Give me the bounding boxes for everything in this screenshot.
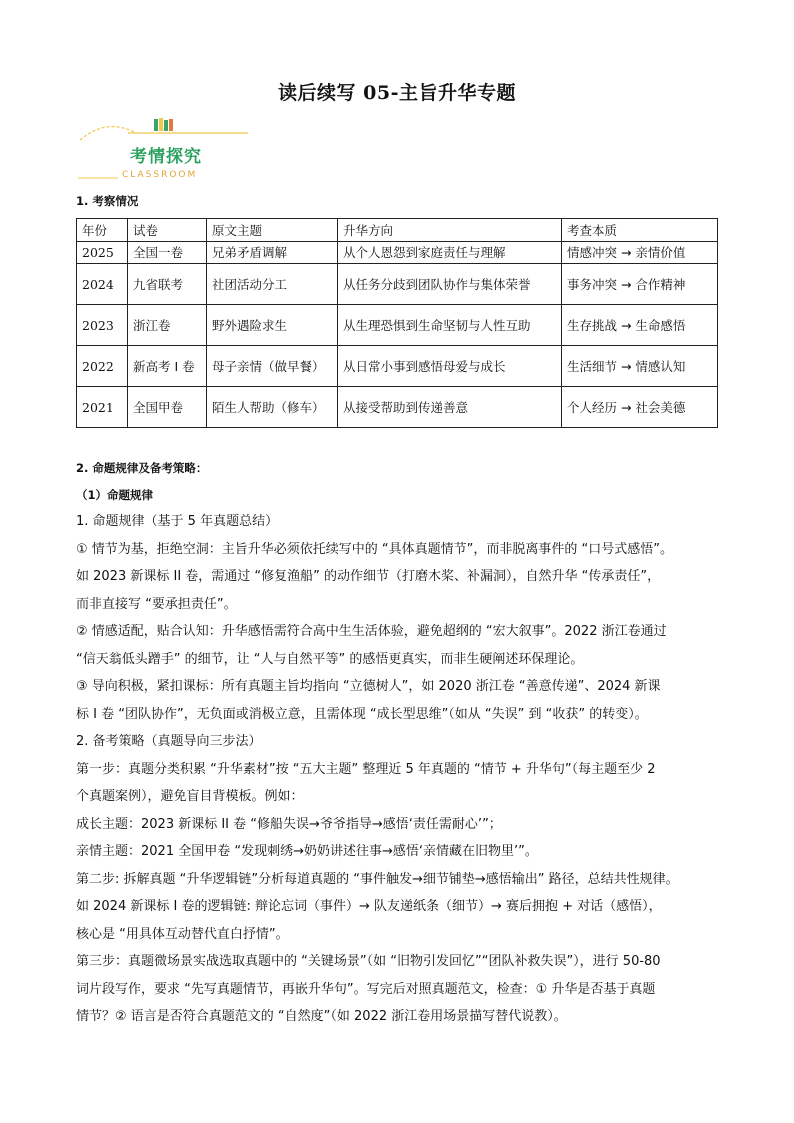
body-line: 亲情主题：2021 全国甲卷 “发现刺绣→奶奶讲述往事→感悟‘亲情藏在旧物里’”。 [76, 844, 538, 859]
cell-year: 2021 [77, 387, 128, 428]
body-line: ② 情感适配，贴合认知：升华感悟需符合高中生生活体验，避免超纲的 “宏大叙事”。2022 浙江卷通过 [76, 624, 667, 639]
cell-direction: 从任务分歧到团队协作与集体荣誉 [338, 264, 562, 305]
section-logo [76, 116, 256, 186]
cell-essence: 生活细节 → 情感认知 [562, 346, 718, 387]
body-line: ① 情节为基，拒绝空洞：主旨升华必须依托续写中的 “具体真题情节”，而非脱离事件的 “口号式感悟”。 [76, 541, 673, 557]
body-line: ③ 导向积极，紧扣课标：所有真题主旨均指向 “立德树人”，如 2020 浙江卷 “善意传递”、2024 新课 [76, 679, 661, 694]
logo-text: 考情探究 [130, 147, 202, 167]
section-heading-1: 1. 考察情况 [76, 194, 139, 208]
table-row [77, 387, 718, 428]
body-line: 2. 备考策略（真题导向三步法） [76, 734, 262, 749]
cell-direction: 从接受帮助到传递善意 [338, 387, 562, 428]
cell-essence: 生存挑战 → 生命感悟 [562, 305, 718, 346]
header-year: 年份 [77, 219, 128, 242]
table-row [77, 242, 718, 264]
cell-essence: 情感冲突 → 亲情价值 [562, 242, 718, 264]
cell-paper: 全国一卷 [128, 242, 207, 264]
cell-direction: 从日常小事到感悟母爱与成长 [338, 346, 562, 387]
table-row [77, 264, 718, 305]
cell-direction: 从个人恩怨到家庭责任与理解 [338, 242, 562, 264]
table-row [77, 305, 718, 346]
table-row [77, 346, 718, 387]
cell-theme: 野外遇险求生 [207, 305, 338, 346]
cell-theme: 社团活动分工 [207, 264, 338, 305]
page-title: 读后续写 05-主旨升华专题 [278, 82, 516, 104]
header-direction: 升华方向 [338, 219, 562, 242]
cell-paper: 全国甲卷 [128, 387, 207, 428]
logo-subtitle: CLASSROOM [122, 170, 198, 180]
body-text [76, 508, 721, 1031]
cell-year: 2022 [77, 346, 128, 387]
cell-essence: 事务冲突 → 合作精神 [562, 264, 718, 305]
header-theme: 原文主题 [207, 219, 338, 242]
body-line: 如 2023 新课标 II 卷，需通过 “修复渔船” 的动作细节（打磨木桨、补漏洞），自然升华 “传承责任”， [76, 569, 661, 584]
body-line: 核心是 “用具体互动替代直白抒情”。 [76, 926, 289, 942]
body-line: 个真题案例），避免盲目背模板。例如： [76, 789, 304, 804]
cell-essence: 个人经历 → 社会美德 [562, 387, 718, 428]
body-line: 第一步：真题分类积累 “升华素材”按 “五大主题” 整理近 5 年真题的 “情节 + 升华句”（每主题至少 2 [76, 761, 656, 777]
cell-paper: 九省联考 [128, 264, 207, 305]
cell-direction: 从生理恐惧到生命坚韧与人性互助 [338, 305, 562, 346]
body-line: 成长主题：2023 新课标 II 卷 “修船失误→爷爷指导→感悟‘责任需耐心’”； [76, 816, 502, 832]
header-paper: 试卷 [128, 219, 207, 242]
body-line: 第三步：真题微场景实战选取真题中的 “关键场景”（如 “旧物引发回忆”“团队补救失误”），进行 50-80 [76, 954, 661, 969]
exam-table [76, 218, 718, 428]
body-line: 而非直接写 “要承担责任”。 [76, 596, 237, 612]
cell-theme: 母子亲情（做早餐） [207, 346, 338, 387]
body-line: 1. 命题规律（基于 5 年真题总结） [76, 514, 279, 529]
header-essence: 考查本质 [562, 219, 718, 242]
cell-year: 2025 [77, 242, 128, 264]
body-line: 词片段写作，要求 “先写真题情节，再嵌升华句”。写完后对照真题范文，检查：① 升华是否基于真题 [76, 981, 656, 997]
subheading-rules: （1）命题规律 [76, 488, 154, 502]
body-line: “信天翁低头蹭手” 的细节，让 “人与自然平等” 的感悟更真实，而非生硬阐述环保理论。 [76, 651, 584, 667]
cell-theme: 陌生人帮助（修车） [207, 387, 338, 428]
body-line: 如 2024 新课标 I 卷的逻辑链: 辩论忘词（事件）→ 队友递纸条（细节）→ 赛后拥抱 + 对话（感悟）， [76, 899, 662, 914]
cell-paper: 浙江卷 [128, 305, 207, 346]
body-line: 标 I 卷 “团队协作”，无负面或消极立意，且需体现 “成长型思维”（如从 “失误” 到 “收获” 的转变）。 [76, 706, 648, 722]
body-line: 第二步: 拆解真题 “升华逻辑链”分析每道真题的 “事件触发→细节铺垫→感悟输出” 路径，总结共性规律。 [76, 871, 679, 887]
section-heading-2: 2. 命题规律及备考策略： [76, 461, 208, 475]
body-line: 情节？② 语言是否符合真题范文的 “自然度”（如 2022 浙江卷用场景描写替代说教）。 [76, 1009, 567, 1024]
cell-theme: 兄弟矛盾调解 [207, 242, 338, 264]
cell-year: 2024 [77, 264, 128, 305]
cell-paper: 新高考 I 卷 [128, 346, 207, 387]
table-header-row [77, 219, 718, 242]
cell-year: 2023 [77, 305, 128, 346]
